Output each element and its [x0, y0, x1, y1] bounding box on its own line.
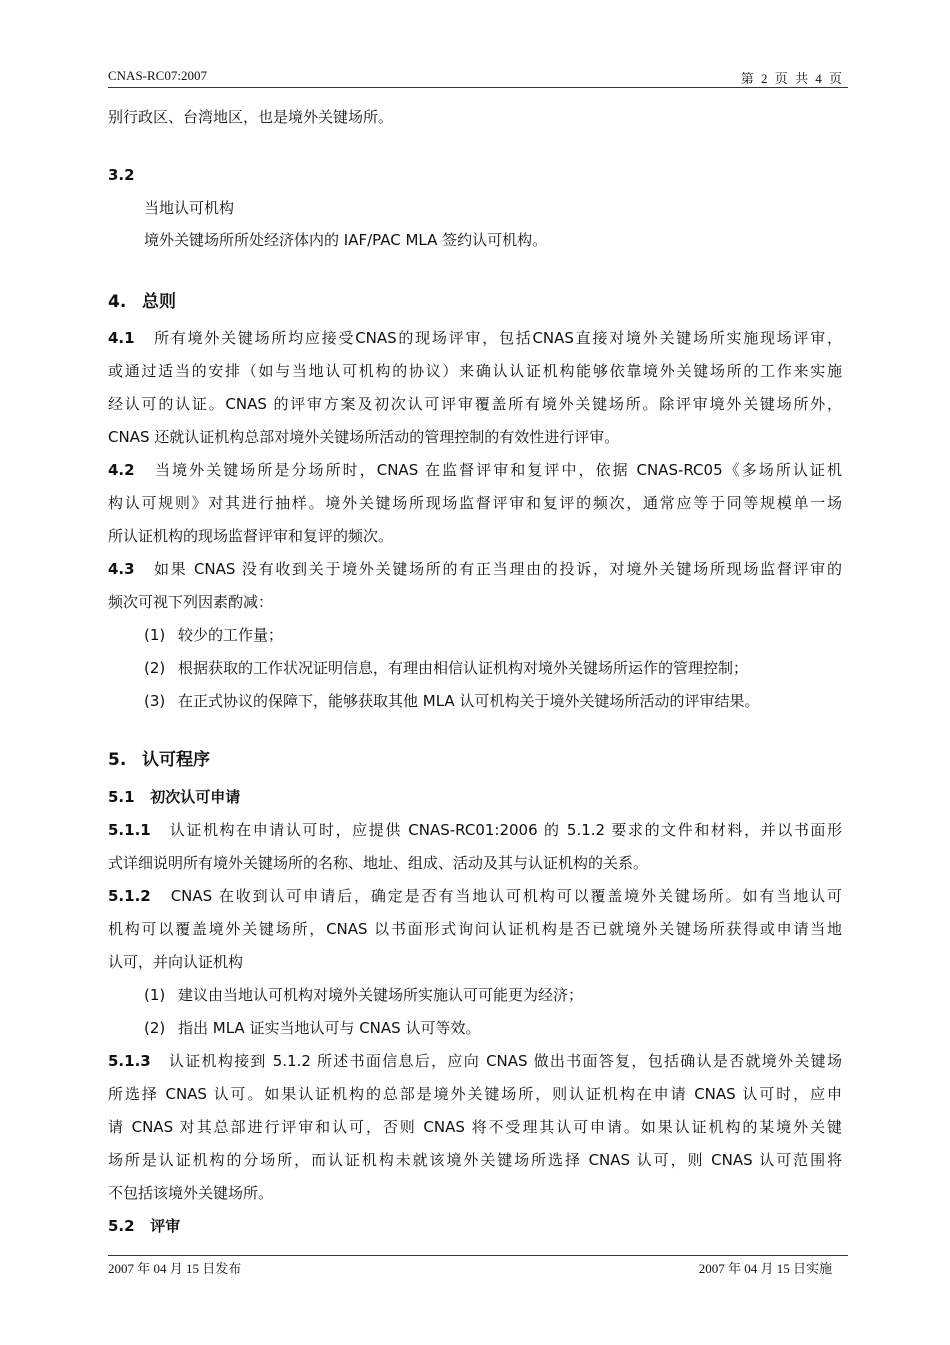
section-5-1-2-line: 机构可以覆盖境外关键场所，CNAS 以书面形式询问认证机构是否已就境外关键场所获得或申请当地	[108, 920, 842, 938]
section-4-2-line: 4.2 当境外关键场所是分场所时，CNAS 在监督评审和复评中，依据 CNAS-RC05《多场所认证机	[108, 461, 842, 479]
page-footer	[108, 1258, 842, 1278]
section-4-1-line: CNAS 还就认证机构总部对境外关键场所活动的管理控制的有效性进行评审。	[108, 428, 620, 446]
paragraph-continuation: 别行政区、台湾地区，也是境外关键场所。	[108, 108, 394, 126]
list-item: (1) 较少的工作量；	[144, 626, 284, 644]
section-4-heading: 4. 总则	[108, 292, 176, 312]
section-5-1-2-line: 5.1.2 CNAS 在收到认可申请后，确定是否有当地认可机构可以覆盖境外关键场所。如有当地认可	[108, 887, 842, 905]
section-5-1-3-line: 不包括该境外关键场所。	[108, 1184, 274, 1202]
section-5-1-heading: 5.1 初次认可申请	[108, 788, 241, 806]
page-number: 第 2 页 共 4 页	[740, 71, 842, 86]
header-rule	[108, 87, 848, 88]
doc-code: CNAS-RC07:2007	[108, 68, 207, 83]
list-item: (2) 指出 MLA 证实当地认可与 CNAS 认可等效。	[144, 1019, 481, 1037]
section-5-1-3-line: 所选择 CNAS 认可。如果认证机构的总部是境外关键场所，则认证机构在申请 CNAS 认可时，应申	[108, 1085, 842, 1103]
section-4-1-line: 或通过适当的安排（如与当地认可机构的协议）来确认认证机构能够依靠境外关键场所的工作来实施	[108, 362, 842, 380]
section-5-2-heading: 5.2 评审	[108, 1217, 181, 1235]
section-3-2-definition: 境外关键场所所处经济体内的 IAF/PAC MLA 签约认可机构。	[144, 231, 548, 249]
footer-rule	[108, 1255, 848, 1256]
page-header	[108, 68, 848, 88]
section-4-1-line: 4.1 所有境外关键场所均应接受CNAS的现场评审，包括CNAS直接对境外关键场所实施现场评审，	[108, 329, 842, 347]
effective-date: 2007 年 04 月 15 日实施	[698, 1261, 832, 1276]
section-5-heading: 5. 认可程序	[108, 750, 210, 770]
section-5-1-2-line: 认可，并向认证机构	[108, 953, 244, 971]
section-4-3-line: 4.3 如果 CNAS 没有收到关于境外关键场所的有正当理由的投诉，对境外关键场所现场监督评审的	[108, 560, 842, 578]
list-item: (1) 建议由当地认可机构对境外关键场所实施认可可能更为经济；	[144, 986, 584, 1004]
section-4-2-line: 所认证机构的现场监督评审和复评的频次。	[108, 527, 394, 545]
section-4-1-line: 经认可的认证。CNAS 的评审方案及初次认可评审覆盖所有境外关键场所。除评审境外关键场所外，	[108, 395, 842, 413]
issue-date: 2007 年 04 月 15 日发布	[108, 1261, 242, 1276]
list-item: (2) 根据获取的工作状况证明信息，有理由相信认证机构对境外关键场所运作的管理控制；	[144, 659, 749, 677]
section-5-1-3-line: 场所是认证机构的分场所，而认证机构未就该境外关键场所选择 CNAS 认可，则 CNAS 认可范围将	[108, 1151, 842, 1169]
list-item: (3) 在正式协议的保障下，能够获取其他 MLA 认可机构关于境外关键场所活动的评审结果。	[144, 692, 760, 710]
section-5-1-3-line: 请 CNAS 对其总部进行评审和认可，否则 CNAS 将不受理其认可申请。如果认证机构的某境外关键	[108, 1118, 842, 1136]
section-5-1-3-line: 5.1.3 认证机构接到 5.1.2 所述书面信息后，应向 CNAS 做出书面答复，包括确认是否就境外关键场	[108, 1052, 842, 1070]
section-3-2-number: 3.2	[108, 166, 135, 184]
section-5-1-1-line: 5.1.1 认证机构在申请认可时，应提供 CNAS-RC01:2006 的 5.1.2 要求的文件和材料，并以书面形	[108, 821, 842, 839]
section-4-3-line: 频次可视下列因素酌减：	[108, 593, 274, 611]
section-3-2-term: 当地认可机构	[144, 199, 235, 217]
section-4-2-line: 构认可规则》对其进行抽样。境外关键场所现场监督评审和复评的频次，通常应等于同等规模单一场	[108, 494, 842, 512]
section-5-1-1-line: 式详细说明所有境外关键场所的名称、地址、组成、活动及其与认证机构的关系。	[108, 854, 649, 872]
